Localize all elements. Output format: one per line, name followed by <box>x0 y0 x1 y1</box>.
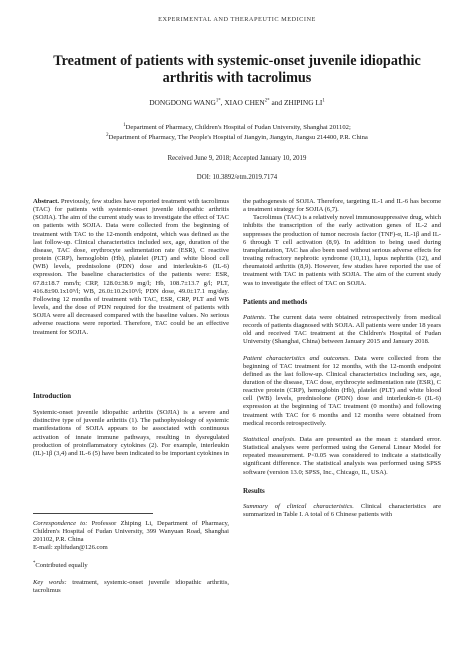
affiliation-text: Department of Pharmacy, The People's Hospital of Jiangyin, Jiangyin, Jiangsu 214400, P.R. China <box>108 134 368 141</box>
patients-label: Patients. <box>243 313 267 321</box>
affiliation-2 <box>40 133 434 143</box>
statistics-paragraph <box>243 436 441 477</box>
received-accepted-dates: Received June 9, 2018; Accepted January 10, 2019 <box>167 155 307 162</box>
footnote-rule <box>33 513 153 514</box>
correspondence-text: Professor Zhiping Li, Department of Pharmacy, Children's Hospital of Fudan University, 399 Wanyuan Road, Shanghai 201102, P.R. China <box>33 520 229 544</box>
methods-heading: Patients and methods <box>243 297 308 306</box>
statistics-text: Data are presented as the mean ± standard error. Statistical analyses were performed using the General Linear Model for repeated measurement. P<0.05 was considered to indicate a statistically significant difference. The statistical analysis was performed using SPSS software (version 13.0; SPSS, Inc., Chicago, IL, USA). <box>243 435 441 476</box>
left-column <box>33 198 229 337</box>
affiliation-text: Department of Pharmacy, Children's Hospital of Fudan University, Shanghai 201102; <box>125 124 351 131</box>
summary-label: Summary of clinical characteristics. <box>243 502 354 510</box>
footnotes <box>33 520 229 595</box>
keywords-text: treatment, systemic-onset juvenile idiopathic arthritis, tacrolimus <box>33 578 230 594</box>
author-separator: , <box>220 98 223 107</box>
abstract <box>33 198 229 337</box>
author-name: ZHIPING LI <box>283 98 323 107</box>
characteristics-text: Data were collected from the beginning of TAC treatment for 12 months, with the 12-month endpoint defined as the last follow-up. Clinical characteristics including sex, age, duration of the disease, TAC dose, erythrocyte sedimentation rate (ESR), C reactive protein (CRP), hemoglobin (Hb), platelet (PLT) and white blood cell (WB) levels, prednisolone (PDN) dose and interleukin-6 (IL-6) expression at the beginning of TAC treatment (0 months) and following treatment with TAC for 6 months and 12 months were obtained from medical records retrospectively. <box>243 354 441 427</box>
author-affiliation-mark: 1 <box>322 98 325 104</box>
introduction-text: Systemic-onset juvenile idiopathic arthritis (SOJIA) is a severe and distinctive type of juvenile arthritis (1). The pathophysiology of systemic manifestations of SOJIA appears to be associated with continuous activation of innate immune pathways, resulting in dysregulated production of proinflammatory cytokines (2). For example, interleukin (IL)-1β (3,4) and IL-6 (5) have been indicated to be important cytokines in <box>33 409 229 457</box>
correspondence-email: E-mail: zplifudan@126.com <box>33 544 108 552</box>
keywords-label: Key words: <box>33 578 67 586</box>
author-list <box>0 98 474 107</box>
introduction-continued: the pathogenesis of SOJIA. Therefore, targeting IL-1 and IL-6 has become a treatment strategy for SOJIA (6,7). <box>243 198 441 214</box>
affiliation-1 <box>40 123 434 133</box>
tacrolimus-paragraph: Tacrolimus (TAC) is a relatively novel immunosuppressive drug, which inhibits the transcription of the early activation genes of IL-2 and suppresses the production of tumor necrosis factor (TNF)-α, IL-1β and IL-6 through T cell activation (8,9). In addition to being used during transplantation, TAC has also been used without serious adverse effects for treating refractory nephrotic syndrome (10,11), lupus nephritis (12), and rheumatoid arthritis (8,9). However, few studies have reported the use of treatment with TAC in patients with SOJIA. The aim of the current study was to investigate the effect of TAC on SOJIA. <box>243 214 441 287</box>
statistics-label: Statistical analysis. <box>243 435 296 443</box>
author-name: DONGDONG WANG <box>149 98 216 107</box>
contributed-note <box>33 562 229 570</box>
author-affiliation-mark: 2* <box>264 98 270 104</box>
abstract-label: Abstract. <box>33 198 59 205</box>
affiliation-number: 1 <box>123 122 126 128</box>
right-column <box>243 198 441 519</box>
keywords <box>33 579 229 595</box>
author-conjunction: and <box>271 98 283 107</box>
journal-header: EXPERIMENTAL AND THERAPEUTIC MEDICINE <box>158 16 316 23</box>
characteristics-label: Patient characteristics and outcomes. <box>243 354 350 362</box>
doi: DOI: 10.3892/etm.2019.7174 <box>196 174 278 181</box>
abstract-text: Previously, few studies have reported treatment with tacrolimus (TAC) for patients with systemic-onset juvenile idiopathic arthritis (SOJIA). The aim of the current study was to investigate the effect of TAC on patients with SOJIA. Data were collected from the beginning of treatment with TAC to the 12-month endpoint, which was defined as the last follow-up. Clinical characteristics included sex, age, duration of the disease, TAC dose, erythrocyte sedimentation rate (ESR), C reactive protein (CRP), hemoglobin (Hb), platelet (PLT) and white blood cell (WB) levels, prednisolone (PDN) dose and interleukin-6 (IL-6) expression. The baseline characteristics of the patients were: ESR, 67.8±18.7 mm/h; CRP, 128.0±38.9 mg/l; Hb, 108.7±13.7 g/l; PLT, 416.8±90.1x10⁹/l; WB, 26.0±10.2x10⁹/l; PDN dose, 49.0±17.1 mg/day. Following 12 months of treatment with TAC, ESR, CRP, PLT and WB levels, and the dose of PDN required for the treatment of patients with SOJIA were all decreased compared with the baseline values. No serious adverse reactions were reported. Therefore, TAC could be an effective treatment for SOJIA. <box>33 198 229 336</box>
results-heading: Results <box>243 486 265 495</box>
author-affiliation-mark: 1* <box>215 98 221 104</box>
introduction-section <box>33 392 229 458</box>
contributed-mark: * <box>33 560 36 566</box>
summary-text: Clinical characteristics are summarized in Table I. A total of 6 Chinese patients with <box>243 502 442 518</box>
affiliation-number: 2 <box>106 132 109 138</box>
patients-paragraph <box>243 314 441 347</box>
paper-title: Treatment of patients with systemic-onset juvenile idiopathic arthritis with tacrolimus <box>53 53 421 86</box>
patients-text: The current data were obtained retrospectively from medical records of patients diagnosed with SOJIA. All patients were under 18 years old and received TAC treatment at the Children's Hospital of Fudan University (Shanghai, China) between January 2015 and January 2018. <box>243 313 441 346</box>
contributed-text: Contributed equally <box>35 561 88 569</box>
summary-paragraph <box>243 503 441 519</box>
correspondence-label: Correspondence to: <box>33 520 88 527</box>
introduction-heading: Introduction <box>33 392 71 400</box>
author-name: XIAO CHEN <box>224 98 265 107</box>
correspondence <box>33 520 229 544</box>
characteristics-paragraph <box>243 355 441 428</box>
